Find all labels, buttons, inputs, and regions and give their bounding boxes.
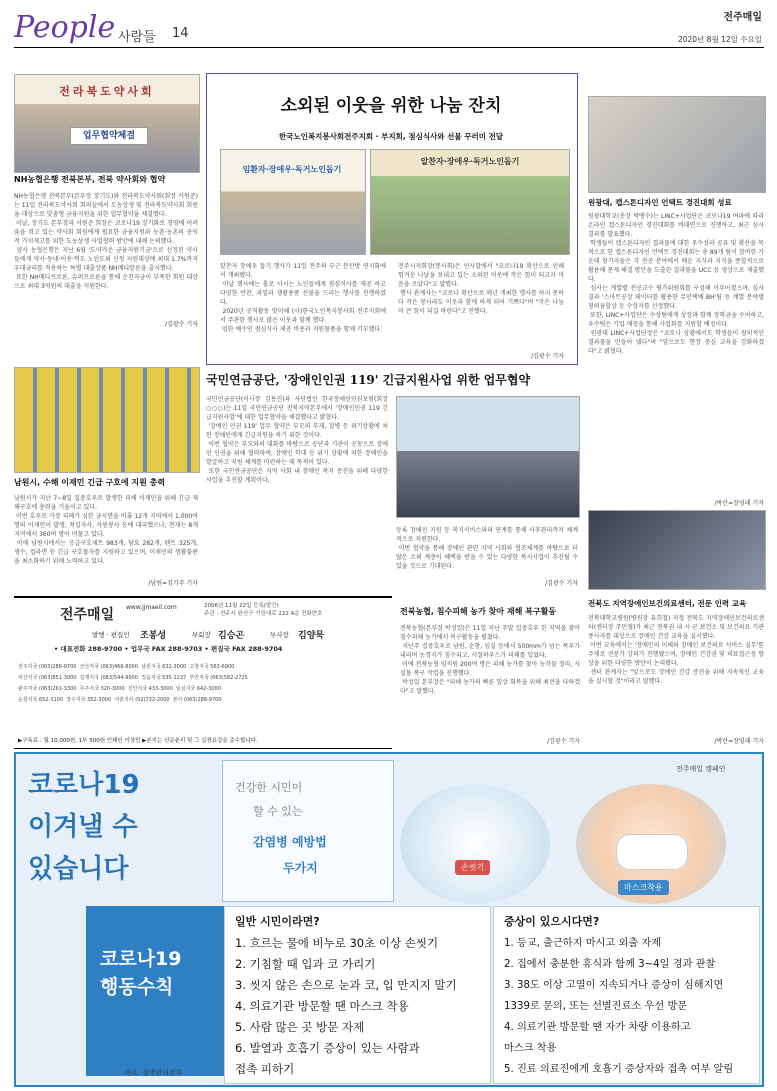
article2-photo-right (370, 149, 570, 255)
symptom-rule-item: 1339로 문의, 또는 선별진료소 우선 방문 (504, 1001, 688, 1012)
symptom-rule-item: 4. 의료기관 방문할 땐 자가 차량 이용하고 (504, 1022, 691, 1033)
masthead (14, 596, 392, 749)
covid-center-panel (222, 760, 394, 902)
covid-ad (14, 752, 764, 1087)
article2-body-left: 알찬자 장애우 돕기 행사가 11일 전주의 부근 문산방 연지화에서 개최됐다. 이날 행사에는 홀로 사시는 노인들에게 점심식사를 제공 하고 다양한 반찬, 과일과 생활용품 선물을 드리는 행사를 진행하였다. 2020년 공직활동 맞이해 (사)한국노인복지봉사회 전주지회에서 주관한 행사로 많은 이웃과 함께 했다. 엄한 예수인 점심식사 제공 비용과 지원물품을 함께 기부했다. (220, 263, 386, 333)
masthead-footer: ▶구독료 : 월 10,000원, 1부 500원 인쇄인 이상민 ▶본지는 신문윤리 및 그 실천요강을 준수합니다. (18, 738, 258, 744)
article2-body-right: 전주시지회장(봉사회)은 인사말에서 "코로나19 확산으로 인해 힘겨운 나날을 보내고 있는 소외된 이웃에 작은 힘이 되고자 마음을 모았다"고 말했다. 행사 관계자는 "코로나 확산으로 매년 개최한 행사를 하지 못하다 작은 봉사라도 이웃과 함께 하게 되어 기쁘다"며 "작은 나눔이 큰 힘이 되길 바란다"고 전했다. (398, 263, 564, 315)
mask-shape-icon (616, 834, 688, 870)
general-rule-item: 1. 흐르는 물에 비누로 30초 이상 손씻기 (235, 936, 439, 950)
page-number: 14 (172, 26, 189, 41)
handwash-image (400, 784, 550, 904)
article3-photo (588, 96, 766, 193)
general-rules-list (235, 933, 457, 1080)
mask-label: 마스크착용 (618, 880, 669, 895)
vp-label: 부회장 (192, 631, 211, 639)
article3-body: 원광대학교(총장 박맹수)는 LINC+사업단은 코로나19 여파에 따라 온라인 캡스톤디자인 경진대회를 비대면으로 진행하고, 최근 심사 결과를 발표했다. 학생들이 캡스톤디자인 결과물에 대한 우수성과 공유 및 확산을 목적으로 한 캡스톤디자인 언택트 경진대회는 총 89개 팀이 참여한 가운데 창가자들은 각 전공 분야에서 배운 지식과 지식을 종합적으로 활용해 문제 해결 방안을 도출한 결과물을 UCC 등 영상으로 제출했다. 심사는 계열별 전공교수 평가위원회를 구성해 이루어졌으며, 심사 결과 '스마트공장 데이터를 활용한 무인택배 BH'팀 등 계열 분야별 창의융합상 등 수상자를 선정했다. 또한, LINC+사업단은 수상팀에게 상장과 함께 장학금을 수여하고, 우수팀은 기업 매칭을 통해 사업화를 지원할 예정이다. 원광대 LINC+사업단장은 "코로나 상황에서도 학생들이 창의적인 결과물을 만들어 냈다"며 "앞으로도 현장 중심 교육을 강화하겠다"고 밝혔다. (588, 213, 764, 355)
article1-banner: 전라북도약사회 (59, 85, 155, 98)
masthead-name: 전주매일 (60, 607, 115, 623)
general-rule-item: 2. 기침할 때 입과 코 가리기 (235, 957, 376, 971)
masthead-address: 2006년 11월 22일 등록(발간) 주관 : 전주시 완산구 기린대로 222 4층 전화번호 (204, 603, 323, 617)
vp-name: 김승곤 (218, 631, 245, 641)
panel-text-4: 두가지 (283, 861, 318, 875)
symptom-rules-list (504, 933, 733, 1080)
article2-subtitle: 한국노인복지봉사회전주지회 · 부지회, 점심식사와 선물 꾸러미 전달 (278, 132, 504, 141)
general-rule-item: 3. 씻지 않은 손으로 눈과 코, 입 만지지 말기 (235, 978, 457, 992)
campaign-sponsor: 전주매일 캠페인 (676, 765, 726, 773)
article7-byline: /박산=장영래 기자 (714, 738, 764, 745)
article5-title: 남원시, 수해 이재민 긴급 구호에 지원 총력 (14, 478, 166, 487)
general-rule-item: 접촉 피하기 (235, 1062, 295, 1076)
panel-text-1: 건강한 시민이 (235, 781, 303, 794)
section-title-kr: 사람들 (118, 30, 156, 45)
article7-photo (588, 510, 766, 590)
panel-text-2: 할 수 있는 (253, 805, 303, 818)
section-title: People (14, 10, 116, 45)
article1-byline: /김광수 기자 (165, 321, 198, 328)
masthead-url: www.jjmaeil.com (126, 604, 177, 611)
article7-title: 전북도 지역장애인보건의료센터, 전문 인력 교육 (588, 599, 747, 608)
publisher-name: 조봉성 (140, 631, 167, 641)
article1-title: NH농협은행 전북본부, 전북 약사회와 협약 (14, 175, 166, 184)
article2-banner-right: 알찬자·장애우·독거노인돕기 (420, 157, 520, 166)
covid-headline-3: 있습니다 (28, 854, 129, 884)
symptom-rule-item: 1. 등교, 출근하지 마시고 외출 자제 (504, 938, 662, 949)
masthead-directory: 전주지국 (063)286-9700 군산지국 (063)466-8000 남원지국 632-3000 고창지국 563-6900 익산지국 (063)851-3000 김제지국 (063)544-9000 정읍지국 535-1227 부안지국 (063)582-2725 완주지국 (063)261-3300 무주지국 320-3000 진안지국 433-3000 임실지국 642-3000 순창지국 652-3100 장수지국 352-3000 서울지사 (02)732-2000 본사 (063)288-9700 (18, 664, 248, 703)
general-rule-item: 5. 사람 많은 곳 방문 자제 (235, 1020, 365, 1034)
covid-headline-1: 코로나19 (28, 770, 140, 800)
masthead-phones: • 대표전화 288-9700 • 업무국 FAX 288-9703 • 편집국 FAX 288-9704 (54, 645, 283, 653)
article2-byline: /김광수 기자 (531, 353, 564, 360)
symptom-rule-item: 2. 집에서 충분한 휴식과 함께 3~4일 경과 관찰 (504, 959, 716, 970)
panel-text-3: 감염병 예방법 (253, 835, 327, 849)
article5-byline: /남원=김기주 기자 (148, 580, 198, 587)
header-rule (14, 47, 764, 48)
general-rule-item: 6. 발열과 호흡기 증상이 있는 사람과 (235, 1041, 420, 1055)
publisher-label: 발행 · 편집인 (92, 631, 130, 639)
general-rule-item: 4. 의료기관 방문할 땐 마스크 착용 (235, 999, 409, 1013)
editor-label: 부사장 (270, 631, 289, 639)
article7-body: 전북대학교병원(병원장 유희철) 지정 전북도 지역장애인보건의료센터(센터장 주민철)가 최근 전북권 내 시·군 보건소 및 보건의료 기관 종사자를 대상으로 장애인 건강 교육을 실시했다. 이번 교육에서는 '장애인의 이해와 장애인 보건의료 서비스 실무'를 주제로 전문가 강의가 진행됐으며, 장애인 건강권 및 의료접근성 향상을 위한 다양한 방안이 논의됐다. 센터 관계자는 "앞으로도 장애인 건강 증진을 위해 지속적인 교육을 실시할 것"이라고 말했다. (588, 615, 764, 685)
page-header (14, 6, 764, 50)
general-rules-panel (224, 906, 491, 1084)
article6-body: 전북농협(본부장 박성일)은 11일 지난 주말 집중호우 한 지역을 찾아 침수피해 농가에서 복구활동을 펼쳤다. 지난주 집중호우로 남원, 순창, 임실 등에서 500mm가 넘는 폭우가 내리며 농경지가 침수되고, 시설하우스가 피해를 입었다. 이에 전북농협 임직원 200여 명은 피해 농가를 찾아 농작물 정리, 시설물 복구 작업을 진행했다. 박성일 본부장은 "피해 농가의 빠른 일상 회복을 위해 최선을 다하겠다"고 말했다. (400, 625, 580, 695)
article1-body: NH농협은행 전북본부(본부장 장기도)와 전라북도약사회(회장 서원준)는 11일 전라북도약사회 회의실에서 도농상생 및 전라북도약사회 회원을 대상으로 맞춤형 금융지원을 위한 업무협약을 체결했다. 이날, 장기도 본부장과 서원준 회장은 코로나19 장기화로 경영에 어려움을 겪고 있는 약사회 회원에게 필요한 금융지원과 농촌·농촌의 공익적 가치제고를 위한 도농상생 사업협력 방안에 대해 논의했다. 양사 농협은행은 지난 6월 '도약카운 금융지원기금'으로 선정된 약사들에게 약사·동네·이웃·먹도 노인도외 신청 지원대상에 최대 1.7%까지 우대금리를 적용하는 특별 대출상품 NH메디칼론을 출시했다. 또한 NH메디프로론, 슈퍼프로론을 통해 운전자금이 부족한 회원 대상으로 최대 3억원의 대출을 지원한다. (14, 193, 198, 290)
article3-title: 원광대, 캡스톤디자인 언택트 경진대회 성료 (588, 198, 732, 207)
article1-photo (14, 74, 200, 173)
article2-title: 소외된 이웃을 위한 나눔 잔치 (280, 96, 502, 116)
article5-body: 남원시가 지난 7~8일 집중호우로 발생한 피해 이재민을 위해 긴급 재해구호에 총력을 기울이고 있다. 이번 호우로 가장 피해가 심한 금지면을 비롯 12개 지역에서 1,000여 명의 이재민이 발생, 적십자사, 자원봉사 등에 대피했으나, 현재는 8개 지역에서 360여 명이 머물고 있다. 이에 남원시에서는 응급구호세트 983개, 담요 282개, 텐트 325개, 생수, 컵라면 등 긴급 구호물자를 지원하고 있으며, 이재민의 생활불편을 최소화하기 위해 노력하고 있다. (14, 495, 198, 565)
symptom-rule-item: 5. 진료 의료진에게 호흡기 증상자와 접촉 여부 알림 (504, 1064, 734, 1075)
article4-body-left: 국민연금공단(이사장 김용진)과 사단법인 한국장애인인권포럼(회장 ○○○)는 11일 국민연금공단 전북지역본부에서 '장애인인권 119 긴급지원사업'에 대한 업무협약을 체결했다고 밝혔다. '장애인 인권 119' 업무 협약은 부모의 부재, 질병 등 위기상황에 처한 장애인에게 긴급지원을 하기 위한 것이다. 이번 협약은 부모와의 대화를 바탕으로 공단과 기관이 공동으로 장애인 인권을 위해 협력하며, 장애인 학대 등 위기 상황에 처한 장애인을 발굴하고 지원 체계를 마련하는 데 목적이 있다. 또한 국민연금공단은 지역 사회 내 장애인 복지 증진을 위해 다양한 사업을 추진할 계획이다. (206, 396, 388, 484)
paper-name: 전주매일 (723, 12, 762, 23)
symptom-rules-title: 증상이 있으시다면? (504, 915, 600, 928)
article4-photo (396, 396, 580, 518)
article2-photo-left (220, 149, 366, 255)
article4-body-right: 등록 장애인 지원 등 복지서비스와의 연계를 통해 사후관리까지 체계적으로 지원한다. 이번 협약을 통해 장애인 관련 지역 사회와 협조체계를 바탕으로 더 많은 소외 계층이 혜택을 받을 수 있는 다양한 복지사업이 추진될 수 있을 것으로 기대된다. (396, 527, 578, 570)
article1-sign: 업무협약체결 (70, 127, 148, 145)
covid-headline-2: 이겨낼 수 (28, 812, 138, 842)
article5-photo (14, 367, 200, 473)
article6-byline: /김광수 기자 (547, 738, 580, 745)
article4-byline: /김광수 기자 (545, 580, 578, 587)
rules-box-title: 코로나19 (100, 948, 182, 970)
covid-source: 자료: 질병관리본부 (124, 1069, 183, 1077)
rules-box-title-2: 행동수칙 (100, 976, 174, 998)
covid-headline (28, 764, 206, 890)
general-rules-title: 일반 시민이라면? (235, 915, 320, 928)
rules-box (86, 906, 240, 1076)
article2-banner-left: 임환자·장애우·독거노인돕기 (242, 165, 342, 174)
editor-name: 김양묵 (298, 631, 325, 641)
handwash-label: 손씻기 (455, 860, 490, 875)
symptom-rules-panel (493, 906, 760, 1084)
issue-date: 2020년 8월 12일 수요일 (677, 35, 762, 44)
article6-title: 전북농협, 침수피해 농가 찾아 재해 복구활동 (400, 607, 557, 616)
mask-image (576, 784, 726, 904)
symptom-rule-item: 3. 38도 이상 고열이 지속되거나 증상이 심해지면 (504, 980, 724, 991)
article3-byline: /박산=장영래 기자 (714, 500, 764, 507)
symptom-rule-item: 마스크 착용 (504, 1043, 557, 1054)
article4-title: 국민연금공단, '장애인인권 119' 긴급지원사업 위한 업무협약 (206, 373, 531, 387)
